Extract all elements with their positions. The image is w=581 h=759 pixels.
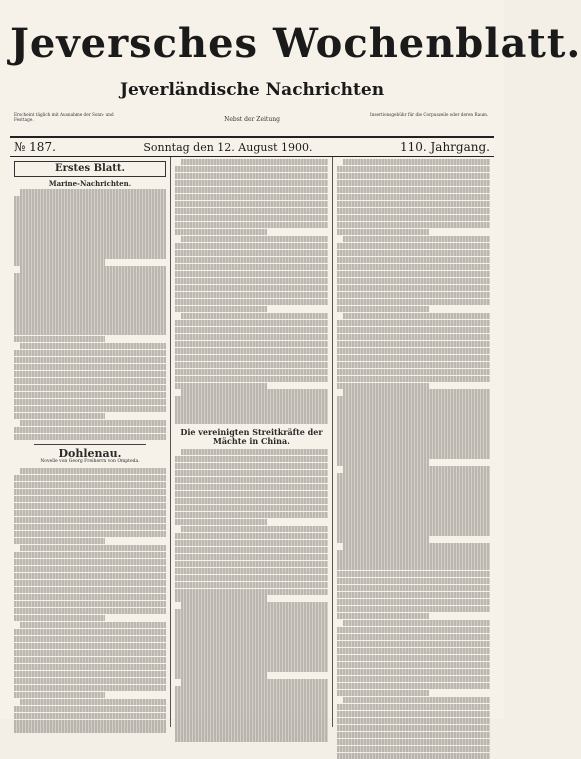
- text-line: [337, 431, 490, 437]
- text-line: [337, 634, 490, 640]
- text-line: [337, 173, 490, 179]
- text-line: [175, 410, 328, 416]
- text-line: [337, 655, 490, 661]
- text-line: [175, 376, 328, 382]
- text-line: [343, 313, 490, 319]
- text-line: [337, 320, 490, 326]
- text-line: [175, 396, 328, 402]
- text-line: [175, 250, 328, 256]
- text-line: [175, 672, 267, 678]
- text-line: [337, 327, 490, 333]
- text-line: [175, 264, 328, 270]
- text-line: [14, 475, 166, 481]
- text-line: [14, 399, 166, 405]
- text-line: [337, 627, 490, 633]
- text-line: [14, 224, 166, 230]
- text-line: [20, 699, 166, 705]
- story-text: [14, 468, 166, 733]
- text-line: [337, 334, 490, 340]
- text-line: [175, 630, 328, 636]
- text-line: [175, 285, 328, 291]
- text-line: [175, 589, 328, 595]
- column-2-text-top: [175, 159, 328, 424]
- volume-number: 110. Jahrgang.: [399, 140, 490, 154]
- text-line: [20, 468, 166, 474]
- text-line: [337, 613, 429, 619]
- text-line: [175, 278, 328, 284]
- text-line: [337, 487, 490, 493]
- text-line: [14, 350, 166, 356]
- text-line: [175, 651, 328, 657]
- masthead-right-notice: Insertionsgebühr für die Corpuszeile oder deren Raum.: [370, 112, 489, 117]
- text-line: [14, 636, 166, 642]
- text-line: [175, 327, 328, 333]
- text-line: [175, 595, 267, 601]
- text-line: [14, 210, 166, 216]
- text-line: [337, 606, 490, 612]
- text-line: [14, 364, 166, 370]
- text-line: [175, 173, 328, 179]
- text-line: [175, 505, 328, 511]
- text-line: [175, 623, 328, 629]
- text-line: [337, 522, 490, 528]
- text-line: [14, 217, 166, 223]
- text-line: [175, 700, 328, 706]
- text-line: [175, 355, 328, 361]
- text-line: [14, 552, 166, 558]
- text-line: [14, 657, 166, 663]
- text-line: [175, 477, 328, 483]
- text-line: [337, 194, 490, 200]
- text-line: [337, 683, 490, 689]
- text-line: [337, 711, 490, 717]
- text-line: [14, 392, 166, 398]
- story-title: Dohlenau.: [58, 447, 122, 461]
- text-line: [14, 287, 166, 293]
- text-line: [337, 536, 429, 542]
- text-line: [337, 669, 490, 675]
- text-line: [337, 704, 490, 710]
- text-line: [14, 329, 166, 335]
- text-line: [337, 376, 490, 382]
- text-line: [175, 257, 328, 263]
- text-line: [337, 571, 490, 577]
- text-line: [14, 203, 166, 209]
- text-line: [175, 561, 328, 567]
- article-columns: [10, 156, 494, 727]
- text-line: [14, 434, 166, 440]
- text-line: [175, 491, 328, 497]
- text-line: [337, 480, 490, 486]
- text-line: [337, 292, 490, 298]
- text-line: [14, 294, 166, 300]
- text-line: [337, 585, 490, 591]
- text-line: [20, 622, 166, 628]
- text-line: [337, 229, 429, 235]
- text-line: [337, 452, 490, 458]
- text-line: [181, 313, 328, 319]
- column-2: [170, 157, 332, 727]
- text-line: [175, 306, 267, 312]
- text-line: [337, 403, 490, 409]
- masthead-left-notice: Erscheint täglich mit Ausnahme der Sonn- und Festtage.: [14, 112, 114, 122]
- text-line: [337, 676, 490, 682]
- text-line: [337, 529, 490, 535]
- text-line: [337, 396, 490, 402]
- text-line: [337, 306, 429, 312]
- masthead: [10, 16, 581, 134]
- text-line: [175, 533, 328, 539]
- text-line: [337, 257, 490, 263]
- text-line: [14, 308, 166, 314]
- text-line: [14, 643, 166, 649]
- text-line: [337, 515, 490, 521]
- text-line: [20, 266, 166, 272]
- story-byline: Novelle von Georg Freiherrn von Ompteda.: [40, 458, 140, 464]
- text-line: [337, 753, 490, 759]
- text-line: [175, 334, 328, 340]
- text-line: [337, 725, 490, 731]
- text-line: [14, 413, 105, 419]
- text-line: [337, 557, 490, 563]
- text-line: [175, 194, 328, 200]
- text-line: [337, 166, 490, 172]
- text-line: [337, 718, 490, 724]
- text-line: [14, 503, 166, 509]
- text-line: [14, 538, 105, 544]
- text-line: [175, 320, 328, 326]
- text-line: [337, 564, 490, 570]
- text-line: [175, 547, 328, 553]
- section-box-heading: Erstes Blatt.: [14, 161, 166, 177]
- text-line: [14, 496, 166, 502]
- text-line: [337, 417, 490, 423]
- text-line: [337, 278, 490, 284]
- text-line: [14, 650, 166, 656]
- text-line: [14, 378, 166, 384]
- text-line: [181, 236, 328, 242]
- text-line: [14, 566, 166, 572]
- text-line: [337, 662, 490, 668]
- text-line: [175, 243, 328, 249]
- text-line: [337, 222, 490, 228]
- text-line: [175, 693, 328, 699]
- text-line: [14, 357, 166, 363]
- text-line: [14, 720, 166, 726]
- text-line: [14, 559, 166, 565]
- text-line: [14, 252, 166, 258]
- text-line: [337, 494, 490, 500]
- text-line: [14, 531, 166, 537]
- text-line: [14, 196, 166, 202]
- text-line: [175, 470, 328, 476]
- newspaper-title: Jeversches Wochenblatt.: [10, 20, 581, 67]
- text-line: [337, 250, 490, 256]
- text-line: [337, 438, 490, 444]
- feature-title: Die vereinigten Streitkräfte der Mächte in China.: [180, 426, 323, 446]
- text-line: [14, 489, 166, 495]
- text-line: [14, 629, 166, 635]
- text-line: [343, 159, 490, 165]
- text-line: [337, 187, 490, 193]
- text-line: [14, 510, 166, 516]
- text-line: [14, 594, 166, 600]
- text-line: [14, 692, 105, 698]
- text-line: [175, 456, 328, 462]
- text-line: [337, 243, 490, 249]
- text-line: [175, 229, 267, 235]
- text-line: [337, 501, 490, 507]
- text-line: [14, 231, 166, 237]
- text-line: [175, 166, 328, 172]
- text-line: [175, 208, 328, 214]
- text-line: [175, 362, 328, 368]
- text-line: [337, 341, 490, 347]
- text-line: [181, 602, 328, 608]
- text-line: [337, 215, 490, 221]
- masthead-center-notice: Nebst der Zeitung: [224, 116, 280, 123]
- text-line: [337, 201, 490, 207]
- text-line: [337, 208, 490, 214]
- text-line: [14, 664, 166, 670]
- text-line: [337, 578, 490, 584]
- text-line: [175, 519, 267, 525]
- text-line: [14, 322, 166, 328]
- text-line: [175, 341, 328, 347]
- text-line: [175, 215, 328, 221]
- text-line: [337, 264, 490, 270]
- text-line: [181, 526, 328, 532]
- text-line: [175, 616, 328, 622]
- text-line: [175, 707, 328, 713]
- text-line: [337, 550, 490, 556]
- text-line: [337, 459, 429, 465]
- text-line: [175, 201, 328, 207]
- text-line: [343, 620, 490, 626]
- text-line: [175, 403, 328, 409]
- text-line: [337, 348, 490, 354]
- text-line: [337, 739, 490, 745]
- issue-date: Sonntag den 12. August 1900.: [143, 140, 313, 154]
- text-line: [343, 236, 490, 242]
- text-line: [14, 678, 166, 684]
- text-line: [181, 159, 328, 165]
- text-line: [175, 665, 328, 671]
- text-line: [343, 543, 490, 549]
- text-line: [175, 222, 328, 228]
- text-line: [343, 697, 490, 703]
- text-line: [175, 735, 328, 741]
- text-line: [14, 385, 166, 391]
- text-line: [175, 714, 328, 720]
- text-line: [14, 587, 166, 593]
- text-line: [337, 592, 490, 598]
- text-line: [14, 580, 166, 586]
- text-line: [14, 336, 105, 342]
- text-line: [343, 466, 490, 472]
- text-line: [20, 343, 166, 349]
- text-line: [14, 615, 105, 621]
- text-line: [337, 508, 490, 514]
- text-line: [14, 273, 166, 279]
- text-line: [175, 299, 328, 305]
- text-line: [175, 463, 328, 469]
- text-line: [175, 512, 328, 518]
- text-line: [337, 424, 490, 430]
- text-line: [175, 187, 328, 193]
- text-line: [337, 732, 490, 738]
- text-line: [337, 362, 490, 368]
- text-line: [337, 599, 490, 605]
- text-line: [14, 601, 166, 607]
- text-line: [175, 644, 328, 650]
- text-line: [175, 568, 328, 574]
- text-line: [14, 259, 105, 265]
- text-line: [14, 608, 166, 614]
- dateline: [10, 138, 494, 156]
- newspaper-subtitle: Jeverländische Nachrichten: [119, 80, 385, 100]
- column-1: [10, 157, 170, 727]
- text-line: [181, 449, 328, 455]
- text-line: [14, 371, 166, 377]
- text-line: [14, 517, 166, 523]
- text-line: [175, 484, 328, 490]
- text-line: [343, 389, 490, 395]
- text-line: [14, 238, 166, 244]
- text-line: [337, 271, 490, 277]
- text-line: [337, 383, 429, 389]
- text-line: [175, 554, 328, 560]
- column-3-text: [337, 159, 490, 759]
- text-line: [337, 690, 429, 696]
- text-line: [175, 686, 328, 692]
- text-line: [14, 685, 166, 691]
- text-line: [20, 189, 166, 195]
- text-line: [175, 728, 328, 734]
- text-line: [175, 180, 328, 186]
- text-line: [337, 355, 490, 361]
- text-line: [14, 706, 166, 712]
- text-line: [14, 280, 166, 286]
- text-line: [20, 545, 166, 551]
- text-line: [337, 180, 490, 186]
- text-line: [14, 482, 166, 488]
- text-line: [175, 637, 328, 643]
- text-line: [181, 389, 328, 395]
- marine-news-text: [14, 189, 166, 440]
- text-line: [14, 713, 166, 719]
- issue-number: № 187.: [14, 140, 56, 154]
- text-line: [175, 292, 328, 298]
- text-line: [175, 498, 328, 504]
- text-line: [175, 271, 328, 277]
- text-line: [337, 369, 490, 375]
- text-line: [175, 582, 328, 588]
- text-line: [337, 445, 490, 451]
- text-line: [175, 540, 328, 546]
- text-line: [175, 348, 328, 354]
- text-line: [14, 524, 166, 530]
- text-line: [14, 671, 166, 677]
- text-line: [14, 315, 166, 321]
- text-line: [337, 746, 490, 752]
- text-line: [181, 679, 328, 685]
- text-line: [337, 473, 490, 479]
- text-line: [175, 575, 328, 581]
- section-heading: Marine-Nachrichten.: [48, 179, 132, 188]
- text-line: [175, 383, 267, 389]
- text-line: [337, 410, 490, 416]
- text-line: [14, 427, 166, 433]
- column-2-text-bottom: [175, 449, 328, 742]
- text-line: [20, 420, 166, 426]
- text-line: [175, 369, 328, 375]
- text-line: [14, 301, 166, 307]
- text-line: [14, 573, 166, 579]
- text-line: [14, 406, 166, 412]
- text-line: [175, 658, 328, 664]
- text-line: [337, 641, 490, 647]
- column-3: [332, 157, 494, 727]
- text-line: [14, 245, 166, 251]
- text-line: [175, 721, 328, 727]
- text-line: [14, 726, 166, 732]
- column-separator: [34, 444, 146, 445]
- text-line: [175, 609, 328, 615]
- text-line: [175, 417, 328, 423]
- text-line: [337, 299, 490, 305]
- text-line: [337, 285, 490, 291]
- text-line: [337, 648, 490, 654]
